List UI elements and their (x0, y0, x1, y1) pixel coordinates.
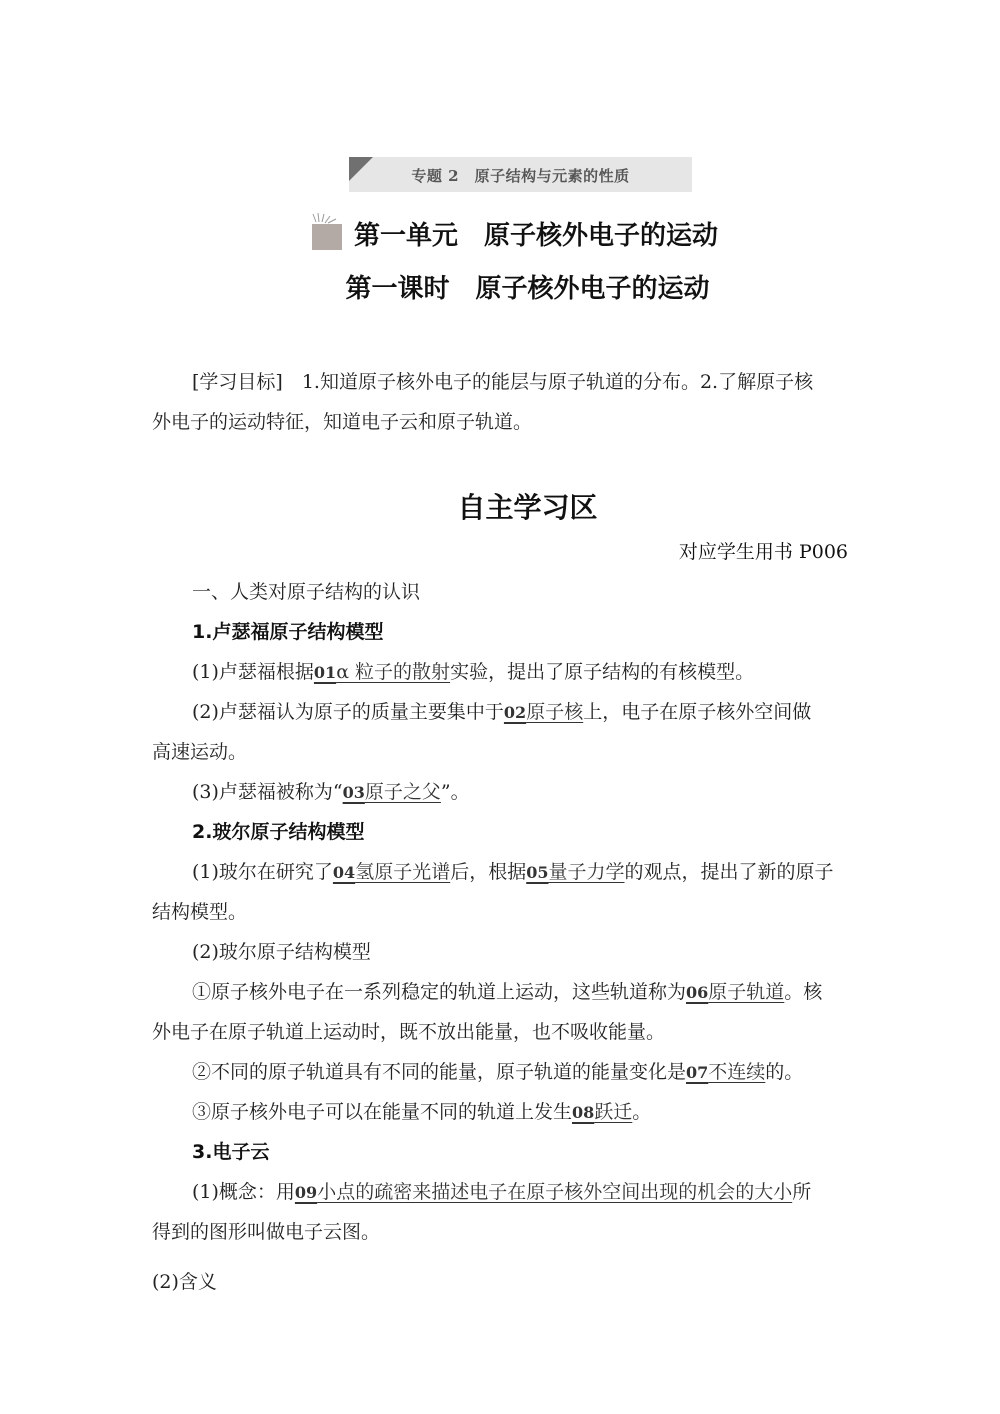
lesson-title: 第一课时 原子核外电子的运动 (345, 274, 710, 304)
book-icon (310, 212, 346, 250)
electron-cloud-heading: 3.电子云 (192, 1141, 270, 1163)
bohr-point-1-cont: 外电子在原子轨道上运动时，既不放出能量，也不吸收能量。 (152, 1021, 666, 1043)
text: (2)卢瑟福认为原子的质量主要集中于 (192, 701, 504, 723)
text: ②不同的原子轨道具有不同的能量，原子轨道的能量变化是 (192, 1061, 687, 1083)
rutherford-item-2 (152, 692, 852, 733)
bohr-point-1 (152, 972, 852, 1013)
rutherford-item-3 (152, 772, 852, 813)
book-reference: 对应学生用书 P006 (678, 541, 848, 563)
unit-title (310, 214, 718, 252)
text: ”。 (440, 781, 470, 803)
blank-number: 08 (572, 1103, 595, 1122)
objectives-text-2: 外电子的运动特征，知道电子云和原子轨道。 (152, 411, 533, 433)
text: (3)卢瑟福被称为“ (192, 781, 343, 803)
text: 。核 (784, 981, 823, 1003)
blank-number: 06 (686, 983, 709, 1002)
bohr-heading: 2.玻尔原子结构模型 (192, 821, 365, 843)
blank-number: 07 (686, 1063, 709, 1082)
blank-number: 09 (294, 1183, 318, 1202)
text: ③原子核外电子可以在能量不同的轨道上发生 (192, 1101, 573, 1123)
answer-blank: 原子核 (526, 701, 584, 723)
bohr-point-2 (152, 1052, 852, 1093)
blank-number: 01 (313, 663, 337, 682)
objectives-label: [学习目标] (192, 371, 283, 393)
text: (1)玻尔在研究了 (192, 861, 333, 883)
topic-banner-text: 专题 2 原子结构与元素的性质 (411, 167, 630, 185)
answer-blank: 原子之父 (364, 781, 441, 803)
answer-blank: α 粒子的散射 (336, 661, 451, 683)
text: (1)卢瑟福根据 (192, 661, 314, 683)
bohr-point-3 (152, 1092, 852, 1133)
answer-blank: 原子轨道 (708, 981, 785, 1003)
text: 上，电子在原子核外空间做 (583, 701, 812, 723)
text: (1)概念：用 (192, 1181, 295, 1203)
electron-cloud-concept (152, 1172, 852, 1213)
part-title: 一、人类对原子结构的认识 (192, 581, 421, 603)
rutherford-item-2-cont: 高速运动。 (152, 741, 248, 763)
text: 后，根据 (450, 861, 527, 883)
answer-blank: 小点的疏密来描述电子在原子核外空间出现的机会的大小 (317, 1181, 793, 1203)
electron-cloud-meaning-title: (2)含义 (152, 1271, 217, 1293)
answer-blank: 量子力学 (548, 861, 625, 883)
bohr-item-1 (152, 852, 852, 893)
blank-number: 04 (332, 863, 356, 882)
text: 实验，提出了原子结构的有核模型。 (450, 661, 755, 683)
text: 的观点，提出了新的原子 (624, 861, 834, 883)
topic-banner (349, 157, 692, 192)
text: 。 (632, 1101, 652, 1123)
text: 的。 (765, 1061, 804, 1083)
answer-blank: 不连续 (708, 1061, 766, 1083)
rutherford-heading: 1.卢瑟福原子结构模型 (192, 621, 384, 643)
unit-title-text: 第一单元 原子核外电子的运动 (354, 220, 719, 251)
answer-blank: 氢原子光谱 (355, 861, 451, 883)
learning-objectives (152, 362, 852, 442)
answer-blank: 跃迁 (594, 1101, 633, 1123)
objectives-text-1: 1.知道原子核外电子的能层与原子轨道的分布。2.了解原子核 (282, 371, 814, 393)
blank-number: 05 (526, 863, 549, 882)
bohr-item-1-cont: 结构模型。 (152, 901, 248, 923)
text: ①原子核外电子在一系列稳定的轨道上运动，这些轨道称为 (192, 981, 687, 1003)
blank-number: 02 (503, 703, 527, 722)
section-title: 自主学习区 (457, 491, 598, 524)
bohr-item-2-title: (2)玻尔原子结构模型 (192, 941, 371, 963)
blank-number: 03 (342, 783, 365, 802)
text: 所 (792, 1181, 812, 1203)
rutherford-item-1 (152, 652, 852, 693)
electron-cloud-concept-cont: 得到的图形叫做电子云图。 (152, 1221, 381, 1243)
